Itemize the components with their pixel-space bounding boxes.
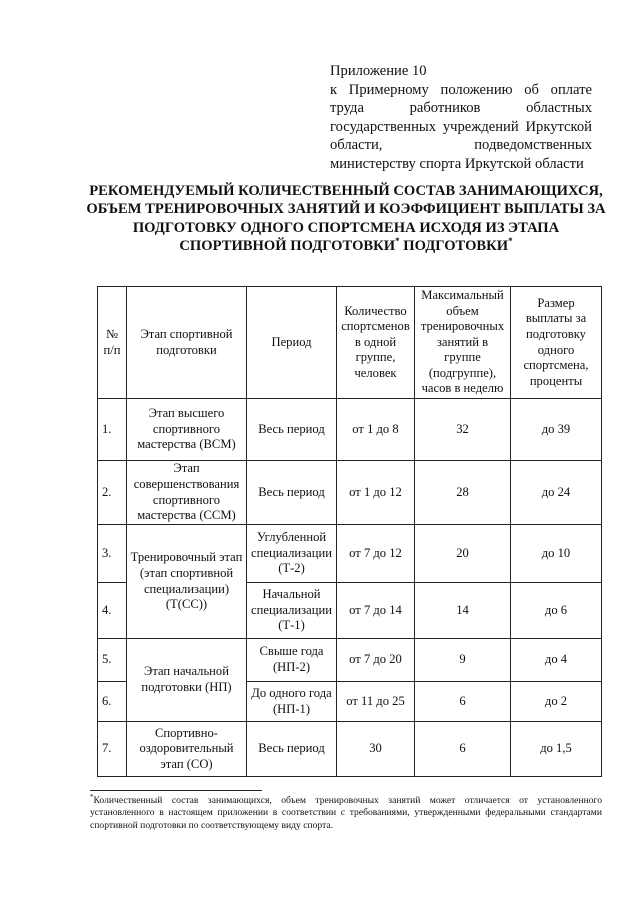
header-count: Количество спортсменов в одной группе, человек xyxy=(337,287,415,399)
cell-num: 5. xyxy=(98,639,127,682)
cell-hours: 6 xyxy=(415,682,511,722)
title-footnote-marker: * xyxy=(395,236,400,247)
cell-stage: Этап высшего спортивного мастерства (ВСМ) xyxy=(127,399,247,461)
footnote-marker: * xyxy=(90,793,94,801)
cell-count: от 1 до 12 xyxy=(337,461,415,525)
footnote xyxy=(90,795,602,832)
cell-count: от 7 до 12 xyxy=(337,525,415,583)
table-row xyxy=(98,639,602,682)
header-stage: Этап спортивной подготовки xyxy=(127,287,247,399)
appendix-text: к Примерному положению об оплате труда работников областных государственных учреждений Иркутской области, подведомственных министерству спорта Иркутской области xyxy=(330,81,592,172)
header-period: Период xyxy=(247,287,337,399)
cell-period: Свыше года (НП-2) xyxy=(247,639,337,682)
cell-count: от 11 до 25 xyxy=(337,682,415,722)
cell-period: Весь период xyxy=(247,722,337,777)
footnote-divider xyxy=(90,790,262,791)
table-row xyxy=(98,461,602,525)
title-tail: ПОДГОТОВКИ xyxy=(403,238,509,255)
header-hours: Максимальный объем тренировочных занятий в группе (подгруппе), часов в неделю xyxy=(415,287,511,399)
cell-payment: до 1,5 xyxy=(511,722,602,777)
cell-hours: 6 xyxy=(415,722,511,777)
appendix-block xyxy=(330,62,592,174)
table-header-row xyxy=(98,287,602,399)
training-table xyxy=(97,286,602,777)
cell-payment: до 4 xyxy=(511,639,602,682)
appendix-number: Приложение 10 xyxy=(330,63,427,79)
title-tail-marker: * xyxy=(508,236,513,247)
cell-num: 1. xyxy=(98,399,127,461)
cell-stage: Этап начальной подготовки (НП) xyxy=(127,639,247,722)
cell-count: от 7 до 14 xyxy=(337,583,415,639)
cell-num: 6. xyxy=(98,682,127,722)
table-row xyxy=(98,525,602,583)
cell-count: от 1 до 8 xyxy=(337,399,415,461)
cell-count: 30 xyxy=(337,722,415,777)
table-row xyxy=(98,722,602,777)
cell-payment: до 24 xyxy=(511,461,602,525)
cell-payment: до 6 xyxy=(511,583,602,639)
footnote-text: Количественный состав занимающихся, объем тренировочных занятий может отличается от установленного установленного в настоящем приложении в соответствии с требованиями, утвержденными федеральными стандартами спортивной подготовки по соответствующему виду спорта. xyxy=(90,795,602,831)
cell-period: Углубленной специализации (Т-2) xyxy=(247,525,337,583)
cell-payment: до 2 xyxy=(511,682,602,722)
document-title xyxy=(80,182,612,256)
cell-hours: 20 xyxy=(415,525,511,583)
cell-num: 7. xyxy=(98,722,127,777)
cell-payment: до 10 xyxy=(511,525,602,583)
cell-payment: до 39 xyxy=(511,399,602,461)
cell-period: До одного года (НП-1) xyxy=(247,682,337,722)
cell-num: 3. xyxy=(98,525,127,583)
cell-period: Весь период xyxy=(247,461,337,525)
cell-stage: Этап совершенствования спортивного мастерства (ССМ) xyxy=(127,461,247,525)
cell-period: Начальной специализации (Т-1) xyxy=(247,583,337,639)
table-row xyxy=(98,399,602,461)
cell-num: 2. xyxy=(98,461,127,525)
cell-hours: 9 xyxy=(415,639,511,682)
cell-hours: 28 xyxy=(415,461,511,525)
title-text: РЕКОМЕНДУЕМЫЙ КОЛИЧЕСТВЕННЫЙ СОСТАВ ЗАНИМАЮЩИХСЯ, ОБЪЕМ ТРЕНИРОВОЧНЫХ ЗАНЯТИЙ И КОЭФФИЦИЕНТ ВЫПЛАТЫ ЗА ПОДГОТОВКУ ОДНОГО СПОРТСМЕНА ИСХОДЯ ИЗ ЭТАПА СПОРТИВНОЙ ПОДГОТОВКИ xyxy=(86,183,606,255)
cell-num: 4. xyxy=(98,583,127,639)
header-payment: Размер выплаты за подготовку одного спортсмена, проценты xyxy=(511,287,602,399)
header-num: № п/п xyxy=(98,287,127,399)
cell-count: от 7 до 20 xyxy=(337,639,415,682)
cell-hours: 14 xyxy=(415,583,511,639)
cell-stage: Тренировочный этап (этап спортивной специализации) (Т(СС)) xyxy=(127,525,247,639)
cell-hours: 32 xyxy=(415,399,511,461)
cell-period: Весь период xyxy=(247,399,337,461)
cell-stage: Спортивно-оздоровительный этап (СО) xyxy=(127,722,247,777)
